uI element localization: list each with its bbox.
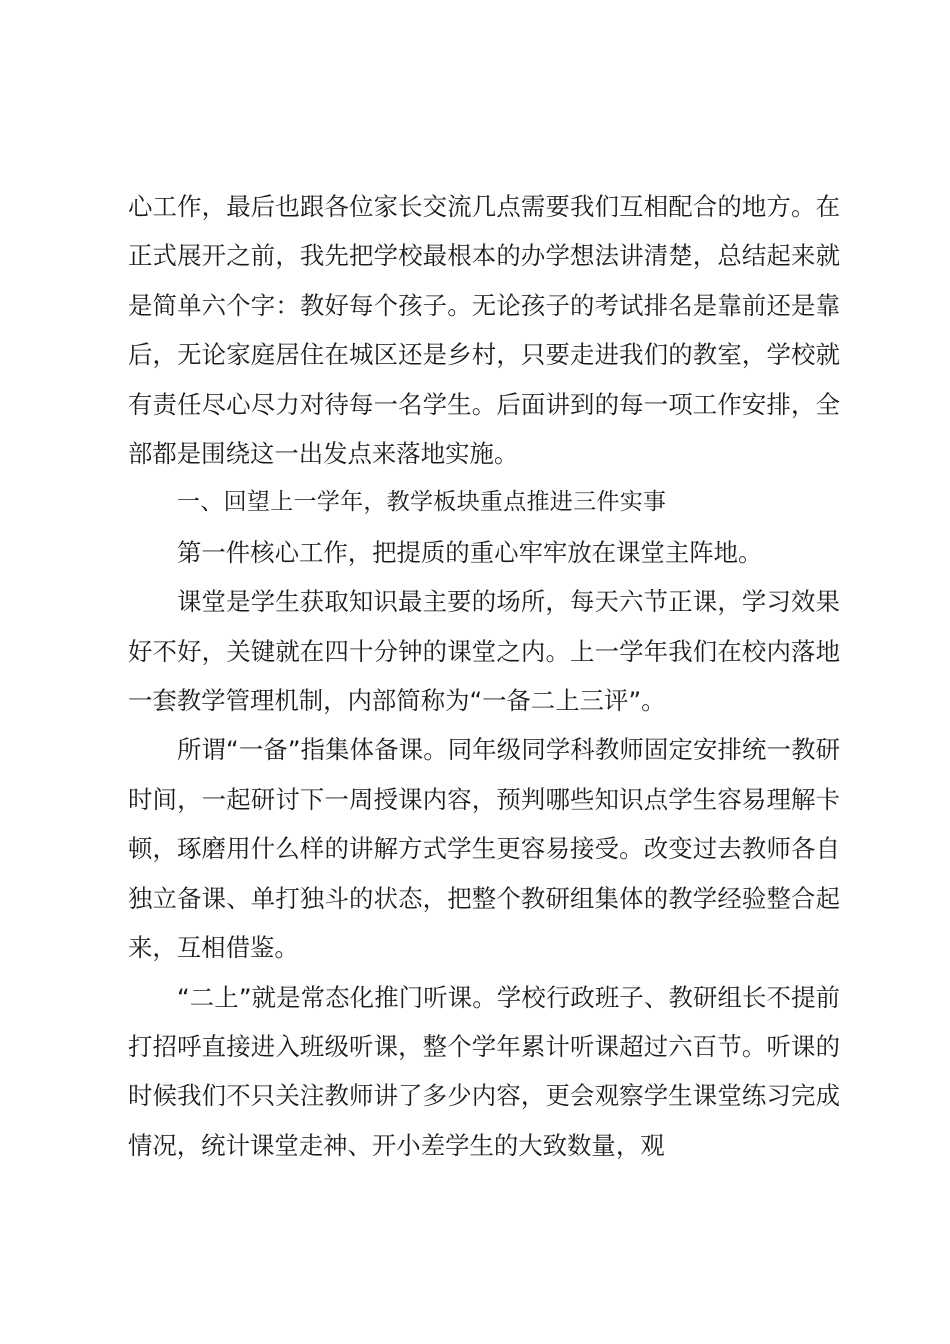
body-paragraph: 心工作，最后也跟各位家长交流几点需要我们互相配合的地方。在正式展开之前，我先把学校最根本的办学想法讲清楚，总结起来就是简单六个字：教好每个孩子。无论孩子的考试排名是靠前还是靠后，无论家庭居住在城区还是乡村，只要走进我们的教室，学校就有责任尽心尽力对待每一名学生。后面讲到的每一项工作安排，全部都是围绕这一出发点来落地实施。 — [128, 192, 840, 469]
body-paragraph: “二上”就是常态化推门听课。学校行政班子、教研组长不提前打招呼直接进入班级听课，整个学年累计听课超过六百节。听课的时候我们不只关注教师讲了多少内容，更会观察学生课堂练习完成情况，统计课堂走神、开小差学生的大致数量，观 — [128, 982, 840, 1160]
body-paragraph: 第一件核心工作，把提质的重心牢牢放在课堂主阵地。 — [177, 537, 763, 567]
body-paragraph: 课堂是学生获取知识最主要的场所，每天六节正课，学习效果好不好，关键就在四十分钟的课堂之内。上一学年我们在校内落地一套教学管理机制，内部简称为“一备二上三评”。 — [128, 587, 840, 716]
section-heading: 一、回望上一学年，教学板块重点推进三件实事 — [177, 489, 667, 516]
document-page — [128, 182, 840, 1170]
body-paragraph: 所谓“一备”指集体备课。同年级同学科教师固定安排统一教研时间，一起研讨下一周授课内容，预判哪些知识点学生容易理解卡顿，琢磨用什么样的讲解方式学生更容易接受。改变过去教师各自独立备课、单打独斗的状态，把整个教研组集体的教学经验整合起来，互相借鉴。 — [128, 735, 840, 963]
